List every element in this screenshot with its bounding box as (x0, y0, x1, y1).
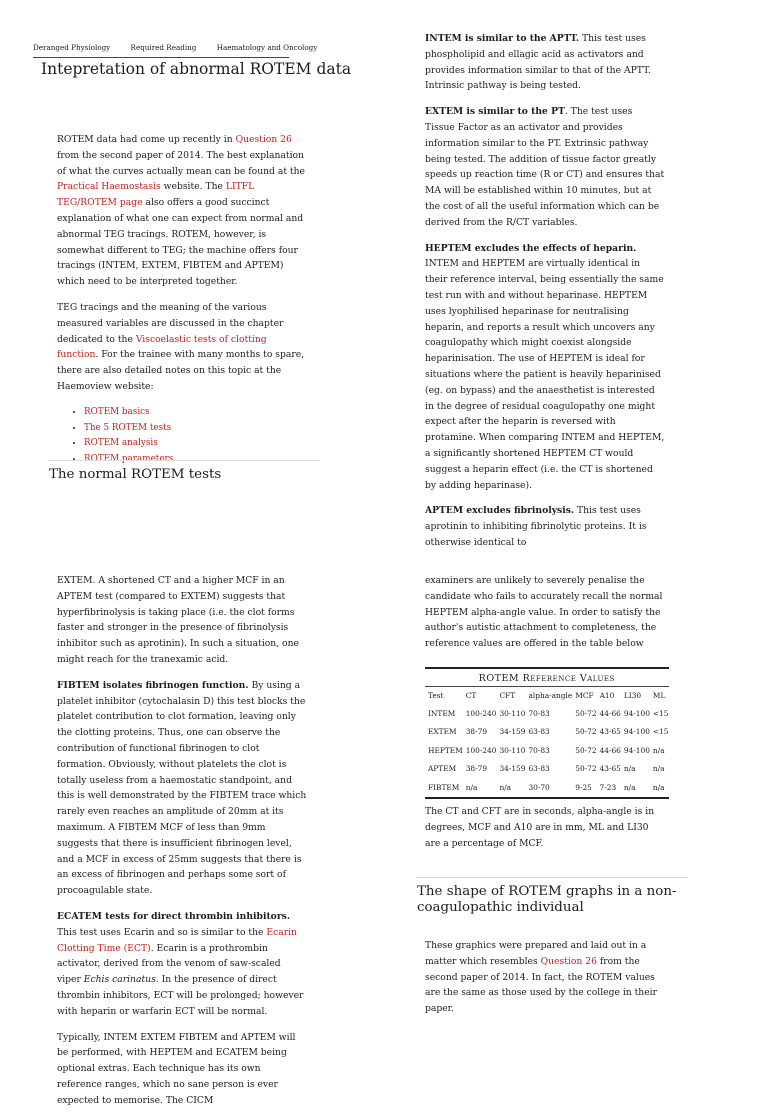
table-cell: 50-72 (575, 745, 597, 755)
tests-column (425, 31, 665, 561)
breadcrumb-divider (33, 57, 289, 58)
breadcrumb-item[interactable]: Deranged Physiology (33, 43, 111, 52)
table-cell: n/a (650, 778, 669, 798)
question-26-link[interactable]: Question 26 (235, 134, 292, 145)
column-header: Test (425, 687, 463, 705)
table-cell: 70-83 (528, 708, 550, 718)
question-26-link[interactable]: Question 26 (540, 955, 597, 967)
table-cell: 34-159 (499, 764, 526, 774)
column-header: MCF (572, 687, 596, 705)
table-cell: EXTEM (428, 727, 457, 737)
table-cell: 38-79 (465, 727, 488, 737)
units-note-paragraph: The CT and CFT are in seconds, alpha-angle is in degrees, MCF and A10 are in mm, ML and LI30 are a percentage of MCF. (425, 806, 655, 849)
haemoview-links (57, 405, 307, 468)
intro-paragraph: ROTEM data had come up recently in Question 26 from the second paper of 2014. The best explanation of what the curves actually mean can be found at the Practical Haemostasis website. The LITFL TEG/ROTEM page also offers a good succinct explanation of what one can expect from normal and abnormal TEG tracings. ROTEM, however, is somewhat different to TEG; the machine offers four tracings (INTEM, EXTEM, FIBTEM and APTEM) which need to be interpreted together. (57, 134, 305, 288)
table-cell: APTEM (428, 764, 457, 774)
table-cell: n/a (652, 764, 665, 774)
table-cell: 34-159 (499, 727, 526, 737)
table-cell: 38-79 (465, 764, 488, 774)
rotem-analysis-link[interactable]: ROTEM analysis (84, 438, 158, 449)
table-cell: 44-66 (599, 708, 621, 718)
section-heading-normal-tests: The normal ROTEM tests (49, 467, 222, 482)
intro-column (57, 132, 307, 468)
aptem-paragraph: APTEM excludes fibrinolysis. This test uses aprotinin to inhibiting fibrinolytic proteins. It is otherwise identical to (425, 505, 647, 548)
fibtem-paragraph: FIBTEM isolates fibrinogen function. By using a platelet inhibitor (cytochalasin D) this test blocks the platelet contribution to clot formation, leaving only the clotting proteins. Thus, one can observe the contribution of functional fibrinogen to clot formation. Obviously, without platelets the clot is totally useless from a haemostatic standpoint, and this is well demonstrated by the FIBTEM trace which rarely even reaches an amplitude of 20mm at its maximum. A FIBTEM MCF of less than 9mm suggests that there is insufficient fibrinogen level, and a MCF in excess of 25mm suggests that there is an excess of fibrinogen and perhaps some sort of procoagulable state. (57, 679, 307, 897)
breadcrumb-item[interactable]: Required Reading (130, 43, 197, 52)
column-header: CT (463, 687, 497, 705)
extem-continued-paragraph: EXTEM. A shortened CT and a higher MCF in an APTEM test (compared to EXTEM) suggests that hyperfibrinolysis is taking place (i.e. the clot forms faster and stronger in the presence of fibrinolysis inhibitor such as aprotinin). In such a situation, one might reach for the tranexamic acid. (57, 575, 299, 665)
section-heading-graph-shape: The shape of ROTEM graphs in a non-coagulopathic individual (417, 884, 677, 915)
table-cell: HEPTEM (428, 745, 463, 755)
table-row (425, 723, 669, 742)
table-cell: 9-25 (572, 778, 596, 798)
rotem-basics-link[interactable]: ROTEM basics (84, 406, 150, 417)
table-cell: 44-66 (599, 745, 621, 755)
column-header: A10 (597, 687, 621, 705)
table-cell: 30-70 (525, 778, 572, 798)
table-cell: 63-83 (528, 727, 550, 737)
ecarin-clotting-time-link[interactable]: Ecarin Clotting Time (ECT) (57, 926, 297, 954)
table-cell: 100-240 (465, 745, 497, 755)
rotem-reference-table (425, 667, 669, 799)
column-header: ML (650, 687, 669, 705)
table-cell: FIBTEM (425, 778, 463, 798)
table-cell: 30-110 (499, 745, 526, 755)
table-cell: 50-72 (575, 764, 597, 774)
page-bottom (0, 512, 768, 1106)
units-note-block (425, 804, 665, 861)
table-cell: n/a (652, 745, 665, 755)
table-cell: n/a (621, 778, 650, 798)
table-cell: 63-83 (528, 764, 550, 774)
table-cell: 50-72 (575, 727, 597, 737)
table-row (425, 778, 669, 798)
list-item (84, 421, 307, 437)
practical-haemostasis-link[interactable]: Practical Haemostasis (57, 181, 161, 193)
table-row (425, 704, 669, 723)
table-cell: 94-100 (623, 745, 650, 755)
table-cell: n/a (463, 778, 497, 798)
table-cell: 30-110 (499, 708, 526, 718)
viscoelastic-tests-link[interactable]: Viscoelastic tests of clotting function (57, 333, 267, 361)
table-cell: 7-23 (597, 778, 621, 798)
intem-paragraph: INTEM is similar to the APTT. This test uses phospholipid and ellagic acid as activators and provides information similar to that of the APTT. Intrinsic pathway is being tested. (425, 33, 651, 92)
table-cell: <15 (652, 727, 669, 737)
table-cell: 50-72 (575, 708, 597, 718)
extem-paragraph: EXTEM is similar to the PT. The test uses Tissue Factor as an activator and provides information similar to the PT. Extrinsic pathway being tested. The addition of tissue factor greatly speeds up reaction time (R or CT) and ensures that MA will be established within 10 minutes, but at the cost of all the useful information which can be derived from the R/CT variables. (425, 106, 665, 228)
breadcrumb-item[interactable]: Haematology and Oncology (216, 43, 318, 52)
table-cell: 94-100 (623, 727, 650, 737)
list-item (84, 436, 307, 452)
page-top (0, 0, 768, 548)
column-header: alpha-angle (525, 687, 572, 705)
column-header: CFT (496, 687, 525, 705)
column-header: LI30 (621, 687, 650, 705)
rotem-tests-link[interactable]: The 5 ROTEM tests (84, 422, 172, 433)
examiners-paragraph: examiners are unlikely to severely penalise the candidate who fails to accurately recall the normal HEPTEM alpha-angle value. In order to satisfy the author's autistic attachment to completeness, the reference values are offered in the table below (425, 575, 663, 650)
list-item (84, 405, 307, 421)
table-header-row (425, 687, 669, 705)
section-divider (416, 877, 688, 878)
reference-column (425, 573, 665, 662)
heptem-paragraph: HEPTEM excludes the effects of heparin. INTEM and HEPTEM are virtually identical in their reference interval, being essentially the same test run with and without heparinase. HEPTEM uses lyophilised heparinase for neutralising heparin, and reports a result which uncovers any coagulopathy which might coexist alongside heparinisation. The use of HEPTEM is ideal for situations where the patient is heavily heparinised (eg. on bypass) and the anaesthetist is interested in the degree of residual coagulopathy one might expect after the heparin is reversed with protamine. When comparing INTEM and HEPTEM, a significantly shortened HEPTEM CT would suggest a heparin effect (i.e. the CT is shortened by adding heparinase). (425, 242, 665, 491)
breadcrumb (33, 43, 335, 52)
intro-paragraph: TEG tracings and the meaning of the various measured variables are discussed in the chapter dedicated to the Viscoelastic tests of clotting function. For the trainee with many months to spare, there are also detailed notes on this topic at the Haemoview website: (57, 301, 305, 392)
fibtem-column (57, 573, 307, 1119)
table-row (425, 760, 669, 779)
table-cell: 43-65 (599, 727, 621, 737)
table-cell: n/a (496, 778, 525, 798)
table-row (425, 741, 669, 760)
table-cell: <15 (652, 708, 669, 718)
typical-paragraph: Typically, INTEM EXTEM FIBTEM and APTEM will be performed, with HEPTEM and ECATEM being optional extras. Each technique has its own reference ranges, which no sane person is ever expected to memorise. The CICM (57, 1031, 296, 1106)
table-cell: 100-240 (465, 708, 497, 718)
section-divider (48, 460, 320, 461)
table-cell: 70-83 (528, 745, 550, 755)
table-cell: 43-65 (599, 764, 621, 774)
graphics-paragraph: These graphics were prepared and laid out in a matter which resembles Question 26 from the second paper of 2014. In fact, the ROTEM values are the same as those used by the college in their paper. (425, 940, 657, 1015)
rotem-parameters-link[interactable]: ROTEM parameters (84, 454, 174, 465)
litfl-link[interactable]: LITFL TEG/ROTEM page (57, 181, 255, 209)
graphics-block (425, 938, 665, 1027)
page-title: Intepretation of abnormal ROTEM data (41, 60, 352, 78)
ecatem-paragraph: ECATEM tests for direct thrombin inhibitors. This test uses Ecarin and so is similar to the Ecarin Clotting Time (ECT). Ecarin is a prothrombin activator, derived from the venom of saw-scaled viper Echis carinatus. In the presence of direct thrombin inhibitors, ECT will be prolonged; however with heparin or warfarin ECT will be normal. (57, 910, 304, 1017)
table-cell: n/a (623, 764, 636, 774)
table-caption: ROTEM Reference Values (425, 667, 669, 686)
table-cell: 94-100 (623, 708, 650, 718)
table-cell: INTEM (428, 708, 456, 718)
